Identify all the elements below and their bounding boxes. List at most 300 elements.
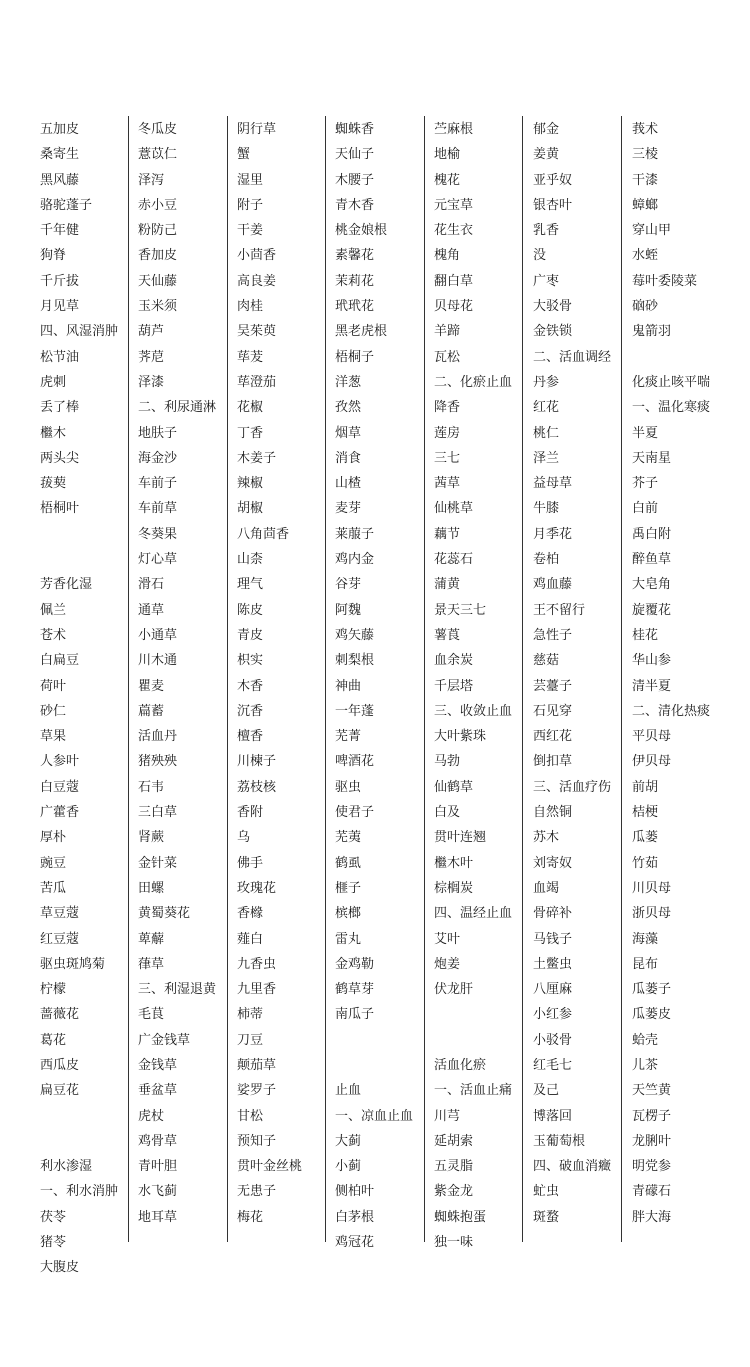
herb-entry: 垂盆草	[138, 1083, 178, 1099]
herb-entry: 鹤草芽	[335, 982, 375, 998]
herb-entry: 颠茄草	[237, 1057, 277, 1073]
herb-entry: 桂花	[632, 627, 659, 643]
herb-entry: 莪术	[632, 122, 659, 137]
herb-entry: 卷柏	[533, 552, 560, 568]
herb-entry: 干姜	[237, 223, 264, 239]
herb-entry: 月季花	[533, 526, 573, 542]
herb-entry: 瞿麦	[138, 678, 165, 694]
herb-entry: 三白草	[138, 805, 178, 821]
herb-entry: 白前	[632, 501, 659, 517]
subsection-heading: 一、活血止痛	[434, 1083, 513, 1099]
herb-entry: 荠苨	[138, 349, 165, 365]
herb-entry: 孜然	[335, 400, 362, 416]
herb-entry: 茉莉花	[335, 273, 375, 289]
herb-entry: 三棱	[632, 147, 659, 163]
herb-entry: 血余炭	[434, 653, 474, 669]
herb-entry: 槐角	[434, 248, 461, 264]
herb-entry: 桔梗	[632, 805, 659, 821]
herb-entry: 西瓜皮	[40, 1057, 80, 1073]
herb-entry: 瓜蒌	[632, 830, 659, 846]
herb-entry: 神曲	[335, 678, 362, 694]
herb-entry: 人参叶	[40, 754, 80, 770]
herb-entry: 广枣	[533, 273, 560, 289]
herb-entry: 虎刺	[40, 374, 67, 390]
herb-entry: 川贝母	[632, 880, 672, 896]
spacer	[335, 1028, 425, 1053]
herb-entry: 川木通	[138, 653, 178, 669]
herb-entry: 檀香	[237, 729, 264, 745]
herb-entry: 红豆蔻	[40, 931, 80, 947]
herb-entry: 砂仁	[40, 703, 67, 719]
herb-entry: 千层塔	[434, 678, 474, 694]
herb-entry: 利水渗湿	[40, 1159, 93, 1175]
herb-entry: 刘寄奴	[533, 855, 573, 871]
herb-entry: 虻虫	[533, 1184, 560, 1200]
herb-entry: 贯叶金丝桃	[237, 1159, 303, 1175]
subsection-heading: 四、风湿消肿	[40, 324, 119, 340]
herb-entry: 芜菁	[335, 729, 362, 745]
herb-entry: 竹茹	[632, 855, 659, 871]
herb-entry: 胡椒	[237, 501, 264, 517]
herb-entry: 瓦松	[434, 349, 461, 365]
herb-entry: 葎草	[138, 956, 165, 972]
herb-entry: 蜘蛛抱蛋	[434, 1209, 487, 1225]
herb-entry: 荔枝核	[237, 779, 277, 795]
herb-entry: 冬葵果	[138, 526, 178, 542]
herb-entry: 桑寄生	[40, 147, 80, 163]
herb-entry: 伏龙肝	[434, 982, 474, 998]
herb-entry: 仙鹤草	[434, 779, 474, 795]
herb-entry: 鸡矢藤	[335, 627, 375, 643]
herb-entry: 豌豆	[40, 855, 67, 871]
herb-entry: 天仙子	[335, 147, 375, 163]
herb-entry: 羊蹄	[434, 324, 461, 340]
herb-entry: 金钱草	[138, 1057, 178, 1073]
herb-entry: 小茴香	[237, 248, 277, 264]
herb-entry: 香加皮	[138, 248, 178, 264]
herb-entry: 草豆蔻	[40, 906, 80, 922]
herb-entry: 九香虫	[237, 956, 277, 972]
herb-entry: 理气	[237, 577, 264, 593]
herb-entry: 牛膝	[533, 501, 560, 517]
herb-entry: 梅花	[237, 1209, 264, 1225]
herb-entry: 川楝子	[237, 754, 277, 770]
herb-entry: 九里香	[237, 982, 277, 998]
herb-entry: 胖大海	[632, 1209, 672, 1225]
herb-entry: 翻白草	[434, 273, 474, 289]
subsection-heading: 三、利湿退黄	[138, 982, 217, 998]
herb-entry: 枳实	[237, 653, 264, 669]
herb-entry: 大腹皮	[40, 1260, 80, 1276]
herb-entry: 佛手	[237, 855, 264, 871]
herb-entry: 蜘蛛香	[335, 122, 375, 137]
herb-entry: 芳香化湿	[40, 577, 93, 593]
herb-entry: 小通草	[138, 627, 178, 643]
herb-entry: 小蓟	[335, 1159, 362, 1175]
herb-entry: 黑风藤	[40, 172, 80, 188]
herb-entry: 沉香	[237, 703, 264, 719]
herb-entry: 棕榈炭	[434, 880, 474, 896]
spacer	[335, 1053, 425, 1078]
herb-entry: 大皂角	[632, 577, 672, 593]
herb-entry: 玉葡萄根	[533, 1133, 586, 1149]
herb-entry: 大驳骨	[533, 299, 573, 315]
herb-entry: 蔷薇花	[40, 1007, 80, 1023]
herb-entry: 丢了棒	[40, 400, 80, 416]
herb-entry: 干漆	[632, 172, 659, 188]
herb-entry: 泽泻	[138, 172, 165, 188]
herb-entry: 青叶胆	[138, 1159, 178, 1175]
herb-entry: 马钱子	[533, 931, 573, 947]
herb-entry: 木姜子	[237, 450, 277, 466]
herb-entry: 川芎	[434, 1108, 461, 1124]
herb-entry: 郁金	[533, 122, 560, 137]
herb-entry: 白豆蔻	[40, 779, 80, 795]
herb-entry: 姜黄	[533, 147, 560, 163]
herb-entry: 清半夏	[632, 678, 672, 694]
herb-entry: 艾叶	[434, 931, 461, 947]
subsection-heading: 三、活血疗伤	[533, 779, 612, 795]
herb-entry: 博落回	[533, 1108, 573, 1124]
herb-entry: 鸡内金	[335, 552, 375, 568]
herb-entry: 骨碎补	[533, 906, 573, 922]
herb-entry: 麦芽	[335, 501, 362, 517]
herb-entry: 草果	[40, 729, 67, 745]
herb-entry: 菝葜	[40, 476, 67, 492]
herb-entry: 鸡血藤	[533, 577, 573, 593]
column-4	[335, 117, 425, 1255]
herb-entry: 香附	[237, 805, 264, 821]
spacer	[40, 1129, 130, 1154]
subsection-heading: 二、活血调经	[533, 349, 612, 365]
column-6	[533, 117, 623, 1230]
herb-entry: 无患子	[237, 1184, 277, 1200]
herb-entry: 泽兰	[533, 450, 560, 466]
herb-entry: 天竺黄	[632, 1083, 672, 1099]
herb-entry: 黑老虎根	[335, 324, 388, 340]
herb-entry: 莓叶委陵菜	[632, 273, 698, 289]
herb-entry: 石韦	[138, 779, 165, 795]
herb-entry: 蟑螂	[632, 197, 659, 213]
herb-entry: 一年蓬	[335, 703, 375, 719]
subsection-heading: 三、收敛止血	[434, 703, 513, 719]
subsection-heading: 四、温经止血	[434, 906, 513, 922]
herb-entry: 苏木	[533, 830, 560, 846]
herb-entry: 穿山甲	[632, 223, 672, 239]
herb-entry: 薯莨	[434, 627, 461, 643]
herb-entry: 陈皮	[237, 602, 264, 618]
herb-entry: 梧桐子	[335, 349, 375, 365]
herb-entry: 茜草	[434, 476, 461, 492]
herb-entry: 华山参	[632, 653, 672, 669]
herb-entry: 蟹	[237, 147, 251, 163]
herb-entry: 毛茛	[138, 1007, 165, 1023]
column-divider	[227, 116, 228, 1242]
herb-entry: 明党参	[632, 1159, 672, 1175]
herb-entry: 刺梨根	[335, 653, 375, 669]
herb-entry: 桃金娘根	[335, 223, 388, 239]
column-divider	[325, 116, 326, 1242]
herb-entry: 鸡冠花	[335, 1235, 375, 1251]
herb-entry: 烟草	[335, 425, 362, 441]
herb-entry: 化痰止咳平喘	[632, 374, 711, 390]
column-divider	[522, 116, 523, 1242]
herb-entry: 止血	[335, 1083, 362, 1099]
herb-entry: 大蓟	[335, 1133, 362, 1149]
herb-entry: 没	[533, 248, 547, 264]
spacer	[434, 1028, 524, 1053]
herb-entry: 昆布	[632, 956, 659, 972]
herb-entry: 红花	[533, 400, 560, 416]
herb-entry: 鬼箭羽	[632, 324, 672, 340]
herb-entry: 延胡索	[434, 1133, 474, 1149]
herb-entry: 前胡	[632, 779, 659, 795]
herb-entry: 滑石	[138, 577, 165, 593]
herb-entry: 粉防己	[138, 223, 178, 239]
herb-entry: 鸡骨草	[138, 1133, 178, 1149]
column-5	[434, 117, 524, 1255]
herb-entry: 佩兰	[40, 602, 67, 618]
herb-entry: 月见草	[40, 299, 80, 315]
herb-entry: 驱虫	[335, 779, 362, 795]
herb-entry: 天南星	[632, 450, 672, 466]
herb-entry: 猪苓	[40, 1235, 67, 1251]
herb-entry: 天仙藤	[138, 273, 178, 289]
herb-entry: 猪殃殃	[138, 754, 178, 770]
herb-entry: 三七	[434, 450, 461, 466]
herb-entry: 海藻	[632, 931, 659, 947]
herb-entry: 千年健	[40, 223, 80, 239]
herb-entry: 田螺	[138, 880, 165, 896]
herb-entry: 硇砂	[632, 299, 659, 315]
herb-entry: 肾蕨	[138, 830, 165, 846]
herb-entry: 醉鱼草	[632, 552, 672, 568]
herb-entry: 瓜蒌皮	[632, 1007, 672, 1023]
herb-entry: 浙贝母	[632, 906, 672, 922]
herb-entry: 预知子	[237, 1133, 277, 1149]
herb-entry: 大叶紫珠	[434, 729, 487, 745]
herb-entry: 芜荑	[335, 830, 362, 846]
herb-entry: 蛤壳	[632, 1032, 659, 1048]
herb-entry: 榧子	[335, 880, 362, 896]
herb-entry: 槟榔	[335, 906, 362, 922]
herb-entry: 水飞蓟	[138, 1184, 178, 1200]
herb-entry: 青木香	[335, 197, 375, 213]
column-3	[237, 117, 327, 1230]
herb-entry: 萹蓄	[138, 703, 165, 719]
herb-entry: 西红花	[533, 729, 573, 745]
herb-entry: 平贝母	[632, 729, 672, 745]
herb-entry: 斑蝥	[533, 1209, 560, 1225]
herb-entry: 石见穿	[533, 703, 573, 719]
herb-entry: 阴行草	[237, 122, 277, 137]
herb-entry: 薏苡仁	[138, 147, 178, 163]
subsection-heading: 一、利水消肿	[40, 1184, 119, 1200]
herb-entry: 赤小豆	[138, 197, 178, 213]
herb-entry: 白扁豆	[40, 653, 80, 669]
herb-entry: 驱虫斑鸠菊	[40, 956, 106, 972]
herb-entry: 五灵脂	[434, 1159, 474, 1175]
herb-entry: 慈菇	[533, 653, 560, 669]
herb-entry: 车前子	[138, 476, 178, 492]
herb-entry: 青皮	[237, 627, 264, 643]
herb-entry: 禹白附	[632, 526, 672, 542]
herb-entry: 莱菔子	[335, 526, 375, 542]
herb-entry: 刀豆	[237, 1032, 264, 1048]
subsection-heading: 一、温化寒痰	[632, 400, 711, 416]
herb-entry: 檵木	[40, 425, 67, 441]
herb-entry: 丁香	[237, 425, 264, 441]
herb-entry: 乌	[237, 830, 251, 846]
column-divider	[621, 116, 622, 1242]
herb-entry: 松节油	[40, 349, 80, 365]
herb-entry: 海金沙	[138, 450, 178, 466]
herb-entry: 玉米须	[138, 299, 178, 315]
herb-entry: 灯心草	[138, 552, 178, 568]
herb-entry: 黄蜀葵花	[138, 906, 191, 922]
herb-entry: 水蛭	[632, 248, 659, 264]
herb-entry: 泽漆	[138, 374, 165, 390]
herb-entry: 茯苓	[40, 1209, 67, 1225]
herb-entry: 紫金龙	[434, 1184, 474, 1200]
herb-entry: 贯叶连翘	[434, 830, 487, 846]
herb-entry: 王不留行	[533, 602, 586, 618]
herb-entry: 莲房	[434, 425, 461, 441]
herb-entry: 娑罗子	[237, 1083, 277, 1099]
herb-entry: 八角茴香	[237, 526, 290, 542]
herb-entry: 高良姜	[237, 273, 277, 289]
herb-entry: 半夏	[632, 425, 659, 441]
herb-entry: 狗脊	[40, 248, 67, 264]
herb-entry: 地榆	[434, 147, 461, 163]
herb-entry: 甘松	[237, 1108, 264, 1124]
herb-entry: 广藿香	[40, 805, 80, 821]
herb-entry: 通草	[138, 602, 165, 618]
herb-entry: 荷叶	[40, 678, 67, 694]
herb-entry: 元宝草	[434, 197, 474, 213]
herb-entry: 啤酒花	[335, 754, 375, 770]
spacer	[632, 345, 722, 370]
herb-entry: 龙脷叶	[632, 1133, 672, 1149]
herb-entry: 自然铜	[533, 805, 573, 821]
herb-entry: 素馨花	[335, 248, 375, 264]
herb-entry: 南瓜子	[335, 1007, 375, 1023]
herb-entry: 金鸡勒	[335, 956, 375, 972]
herb-entry: 谷芽	[335, 577, 362, 593]
herb-entry: 冬瓜皮	[138, 122, 178, 137]
herb-entry: 倒扣草	[533, 754, 573, 770]
herb-entry: 使君子	[335, 805, 375, 821]
herb-entry: 香橼	[237, 906, 264, 922]
herb-entry: 两头尖	[40, 450, 80, 466]
herb-entry: 木香	[237, 678, 264, 694]
herb-entry: 土鳖虫	[533, 956, 573, 972]
subsection-heading: 二、化瘀止血	[434, 374, 513, 390]
herb-entry: 白及	[434, 805, 461, 821]
herb-entry: 仙桃草	[434, 501, 474, 517]
herb-entry: 木腰子	[335, 172, 375, 188]
herb-entry: 葛花	[40, 1032, 67, 1048]
herb-entry: 白茅根	[335, 1209, 375, 1225]
herb-entry: 儿茶	[632, 1057, 659, 1073]
herb-entry: 活血丹	[138, 729, 178, 745]
herb-entry: 瓦楞子	[632, 1108, 672, 1124]
herb-entry: 扁豆花	[40, 1083, 80, 1099]
column-1	[40, 117, 130, 1281]
herb-entry: 青礞石	[632, 1184, 672, 1200]
herb-entry: 柠檬	[40, 982, 67, 998]
herb-entry: 荜茇	[237, 349, 264, 365]
herb-entry: 鹤虱	[335, 855, 362, 871]
spacer	[40, 547, 130, 572]
herb-entry: 金针菜	[138, 855, 178, 871]
spacer	[40, 522, 130, 547]
herb-entry: 消食	[335, 450, 362, 466]
subsection-heading: 一、凉血止血	[335, 1108, 414, 1124]
herb-entry: 益母草	[533, 476, 573, 492]
herb-entry: 花椒	[237, 400, 264, 416]
herb-entry: 旋覆花	[632, 602, 672, 618]
herb-entry: 车前草	[138, 501, 178, 517]
herb-entry: 广金钱草	[138, 1032, 191, 1048]
herb-entry: 阿魏	[335, 602, 362, 618]
herb-entry: 苎麻根	[434, 122, 474, 137]
herb-entry: 槐花	[434, 172, 461, 188]
herb-entry: 藕节	[434, 526, 461, 542]
herb-entry: 炮姜	[434, 956, 461, 972]
herb-entry: 亚乎奴	[533, 172, 573, 188]
column-divider	[424, 116, 425, 1242]
herb-entry: 厚朴	[40, 830, 67, 846]
herb-entry: 萆薢	[138, 931, 165, 947]
herb-entry: 苍术	[40, 627, 67, 643]
herb-entry: 贝母花	[434, 299, 474, 315]
spacer	[434, 1002, 524, 1027]
herb-entry: 柿蒂	[237, 1007, 264, 1023]
herb-entry: 山柰	[237, 552, 264, 568]
herb-entry: 芥子	[632, 476, 659, 492]
herb-entry: 湿里	[237, 172, 264, 188]
herb-entry: 肉桂	[237, 299, 264, 315]
herb-entry: 活血化瘀	[434, 1057, 487, 1073]
herb-entry: 银杏叶	[533, 197, 573, 213]
herb-entry: 玫瑰花	[237, 880, 277, 896]
herb-entry: 花蕊石	[434, 552, 474, 568]
herb-entry: 及己	[533, 1083, 560, 1099]
herb-entry: 玳玳花	[335, 299, 375, 315]
herb-entry: 丹参	[533, 374, 560, 390]
herb-entry: 八厘麻	[533, 982, 573, 998]
herb-entry: 金铁锁	[533, 324, 573, 340]
column-7	[632, 117, 722, 1230]
herb-entry: 侧柏叶	[335, 1184, 375, 1200]
herb-entry: 花生衣	[434, 223, 474, 239]
herb-entry: 伊贝母	[632, 754, 672, 770]
herb-entry: 桃仁	[533, 425, 560, 441]
herb-entry: 血竭	[533, 880, 560, 896]
herb-entry: 附子	[237, 197, 264, 213]
herb-entry: 红毛七	[533, 1057, 573, 1073]
herb-entry: 荜澄茄	[237, 374, 277, 390]
herb-entry: 骆驼蓬子	[40, 197, 93, 213]
column-2	[138, 117, 228, 1230]
herb-entry: 葫芦	[138, 324, 165, 340]
column-divider	[128, 116, 129, 1242]
herb-entry: 千斤拔	[40, 273, 80, 289]
herb-entry: 梧桐叶	[40, 501, 80, 517]
herb-entry: 景天三七	[434, 602, 487, 618]
herb-entry: 檵木叶	[434, 855, 474, 871]
